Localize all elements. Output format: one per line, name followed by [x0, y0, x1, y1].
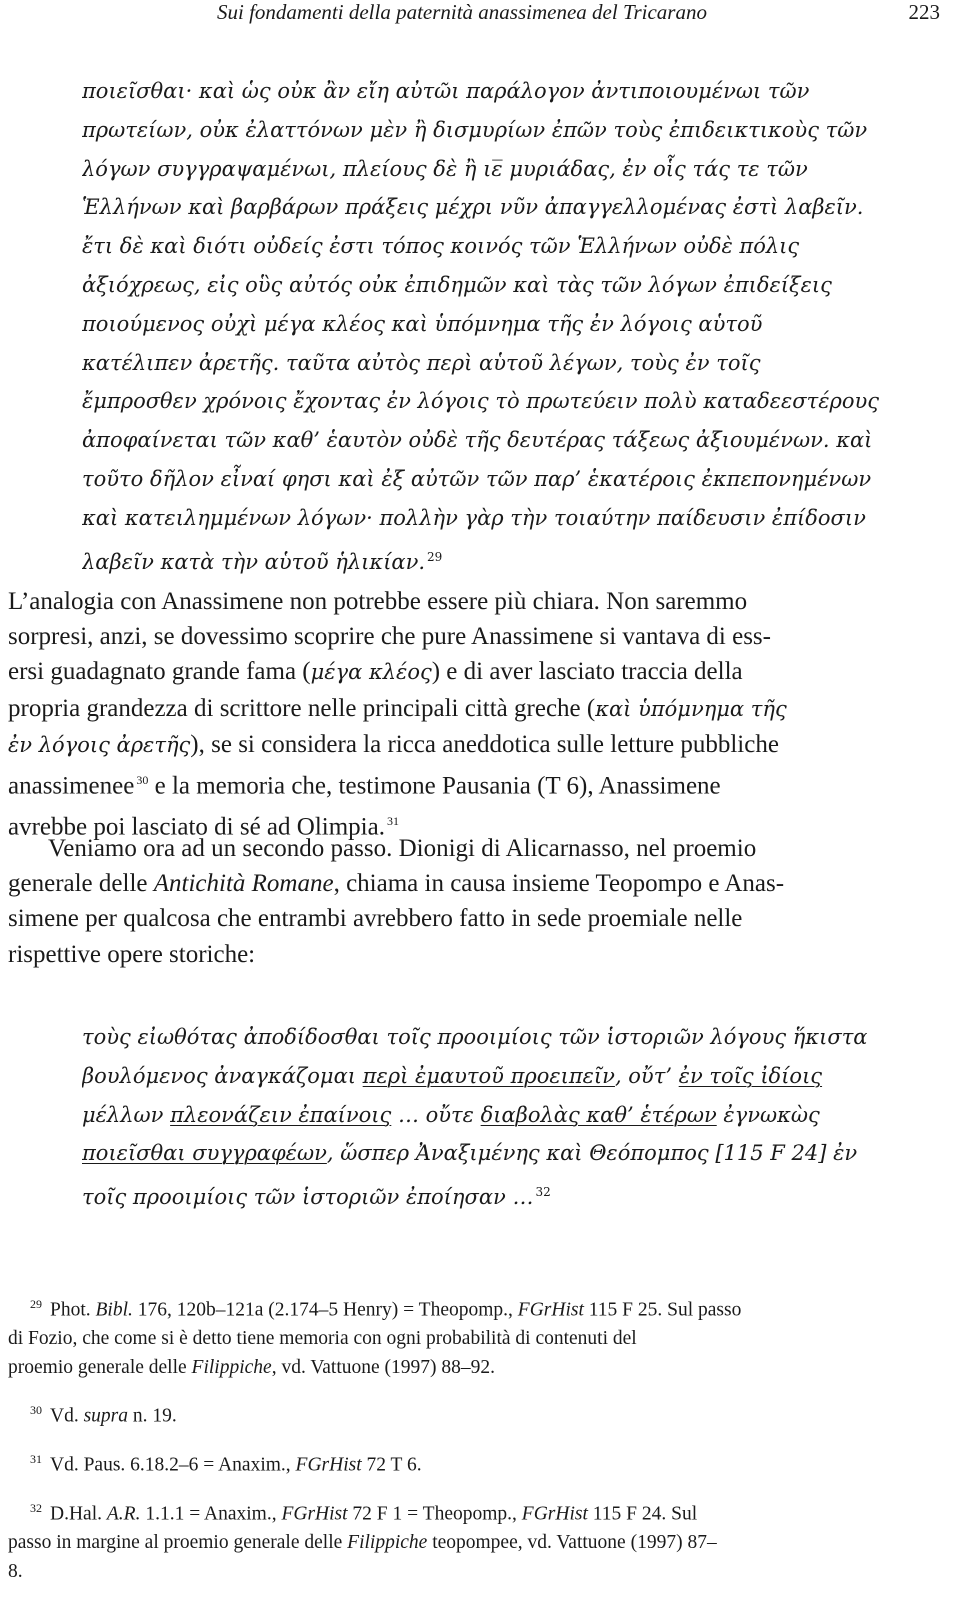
footnote-number: 29 [30, 1297, 42, 1311]
footnote-number: 30 [30, 1403, 42, 1417]
quote-fragment: κατέλιπεν ἀρετῆς. [82, 350, 280, 375]
text-fragment: 72 T 6. [361, 1454, 422, 1476]
underlined-fragment: πλεονάζειν ἐπαίνοις [170, 1102, 392, 1127]
italic-fragment: Bibl. [95, 1299, 133, 1321]
text-fragment: 176, 120b–121a (2.174–5 Henry) = Theopomp., [132, 1299, 518, 1321]
running-title: Sui fondamenti della paternità anassimenea del Tricarano [217, 0, 707, 24]
quote-line [82, 344, 940, 383]
text-fragment: 72 F 1 = Theopomp., [347, 1503, 522, 1525]
quote-line [82, 1096, 940, 1135]
footnote-number: 32 [30, 1501, 42, 1515]
text-fragment: avrebbe poi lasciato di sé ad Olimpia. [8, 812, 385, 840]
greek-fragment: μέγα κλέος [310, 660, 432, 685]
quote-line: ἀποφαίνεται τῶν καθ’ ἑαυτὸν οὐδὲ τῆς δευτέρας τάξεως ἀξιουμένων. καὶ [82, 428, 873, 453]
quote-line: ποιεῖσθαι· καὶ ὡς οὐκ ἂν εἴη αὐτῶι παράλογον ἀντιποιουμένωι τῶν [82, 79, 810, 103]
quote-line: τοὺς εἰωθότας ἀποδίδοσθαι τοῖς προοιμίοις τῶν ἱστοριῶν λόγους ἥκιστα [82, 1025, 868, 1049]
quote-line [82, 1057, 940, 1096]
text-fragment: anassimenee [8, 772, 135, 800]
quote-line: λόγων συγγραψαμένωι, πλείους δὲ ἢ ιε̅ μυριάδας, ἐν οἷς τάς τε τῶν [82, 156, 808, 181]
quote-line: ἀξιόχρεως, εἰς οὓς αὐτός οὐκ ἐπιδημῶν καὶ τὰς τῶν λόγων ἐπιδείξεις [82, 272, 832, 297]
quote-fragment: , ὥσπερ Ἀναξιμένης καὶ Θεόπομπος [115 F 24] ἐν [326, 1141, 858, 1166]
underlined-fragment: ἐν τοῖς ἰδίοις [678, 1063, 823, 1088]
quote-line: ἔμπροσθεν χρόνοις ἔχοντας ἐν λόγοις τὸ πρωτεύειν πολὺ καταδεεστέρους [82, 389, 880, 414]
text-fragment: Phot. [50, 1299, 96, 1321]
greek-quote-photius [82, 72, 940, 581]
footnote-32 [8, 1494, 940, 1586]
text-line: simene per qualcosa che entrambi avrebbero fatto in sede proemiale nelle [8, 905, 743, 933]
quote-line: ποιούμενος οὐχὶ μέγα κλέος καὶ ὑπόμνημα τῆς ἐν λόγοις αὑτοῦ [82, 311, 763, 336]
text-fragment: e la memoria che, testimone Pausania (T 6), Anassimene [148, 772, 721, 800]
quote-line [82, 1173, 940, 1217]
footnote-ref: 31 [386, 813, 399, 828]
footnote-line [8, 1354, 940, 1383]
footnote-line [8, 1290, 940, 1325]
footnote-ref: 32 [535, 1185, 551, 1200]
text-fragment: , chiama in causa insieme Teopompo e Anas- [333, 870, 785, 898]
italic-fragment: Filippiche [347, 1532, 428, 1553]
text-fragment: ersi guadagnato grande fama ( [8, 658, 311, 686]
text-line [8, 866, 940, 901]
text-fragment: 1.1.1 = Anaxim., [140, 1503, 282, 1525]
italic-title: Antichità Romane [153, 870, 334, 898]
italic-fragment: FGrHist [295, 1454, 362, 1476]
quote-fragment: ἐγνωκὼς [716, 1102, 820, 1127]
text-fragment: proemio generale delle [8, 1356, 192, 1378]
quote-fragment: βουλόμενος ἀναγκάζομαι [82, 1063, 363, 1088]
underlined-fragment: ποιεῖσθαι συγγραφέων [82, 1141, 327, 1166]
text-line: L’analogia con Anassimene non potrebbe essere più chiara. Non saremmo [8, 588, 748, 615]
italic-fragment: A.R. [106, 1503, 141, 1525]
footnote-line [8, 1494, 940, 1529]
quote-fragment: λαβεῖν κατὰ τὴν αὑτοῦ ἡλικίαν. [82, 549, 426, 574]
italic-fragment: Filippiche [191, 1356, 272, 1378]
footnote-number: 31 [30, 1452, 42, 1466]
text-fragment: 115 F 25. Sul passo [583, 1299, 742, 1321]
text-fragment: Vd. Paus. 6.18.2–6 = Anaxim., [50, 1454, 296, 1476]
footnote-ref: 30 [136, 773, 149, 788]
italic-fragment: FGrHist [517, 1299, 584, 1321]
text-fragment: Vd. [50, 1405, 84, 1427]
quote-fragment: , οὔτ’ [614, 1063, 679, 1088]
greek-fragment: καὶ ὑπόμνημα τῆς [595, 696, 787, 721]
quote-fragment: … οὔτε [391, 1102, 481, 1127]
text-line [8, 691, 940, 727]
text-line: sorpresi, anzi, se dovessimo scoprire che pure Anassimene si vantava di ess- [8, 623, 771, 651]
text-line: Veniamo ora ad un secondo passo. Dionigi di Alicarnasso, nel proemio [48, 835, 757, 862]
italic-fragment: FGrHist [521, 1503, 588, 1525]
text-line [8, 763, 940, 804]
quote-fragment: ταῦτα αὐτὸς περὶ αὑτοῦ λέγων, τοὺς ἐν τοῖς [279, 350, 761, 375]
italic-fragment: supra [83, 1405, 129, 1427]
text-fragment: ) e di aver lasciato traccia della [431, 658, 743, 686]
text-fragment: generale delle [8, 870, 154, 898]
footnote-31 [8, 1445, 940, 1480]
quote-line: πρωτείων, οὐκ ἐλαττόνων μὲν ἢ δισμυρίων ἐπῶν τοὺς ἐπιδεικτικοὺς τῶν [82, 117, 868, 142]
page-header [20, 0, 940, 30]
quote-line: Ἑλλήνων καὶ βαρβάρων πράξεις μέχρι νῦν ἀπαγγελλομένας ἐστὶ λαβεῖν. [82, 195, 864, 220]
quote-line [82, 1134, 940, 1173]
text-fragment: 115 F 24. Sul [587, 1503, 698, 1525]
text-fragment: teopompee, vd. Vattuone (1997) 87– [427, 1532, 717, 1553]
paragraph-dionysius [8, 831, 940, 972]
underlined-fragment: περὶ ἐμαυτοῦ προειπεῖν [362, 1063, 615, 1088]
quote-line [82, 538, 940, 582]
text-line [8, 654, 940, 690]
footnotes [8, 1290, 940, 1600]
underlined-fragment: διαβολὰς καθ’ ἑτέρων [480, 1102, 717, 1127]
footnote-line [8, 1445, 940, 1480]
text-line: rispettive opere storiche: [8, 940, 256, 968]
text-fragment: , vd. Vattuone (1997) 88–92. [271, 1356, 496, 1378]
quote-fragment: τοῖς προοιμίοις τῶν ἱστοριῶν ἐποίησαν … [82, 1185, 534, 1210]
paragraph-analogy [8, 584, 940, 844]
text-fragment: ), se si considera la ricca aneddotica sulle letture pubbliche [190, 730, 779, 758]
quote-fragment: μέλλων [82, 1102, 171, 1127]
text-fragment: D.Hal. [50, 1503, 107, 1525]
text-line [8, 727, 940, 763]
text-fragment: n. 19. [128, 1405, 177, 1427]
quote-line: τοῦτο δῆλον εἶναί φησι καὶ ἐξ αὐτῶν τῶν παρ’ ἑκατέροις ἐκπεπονημένων [82, 466, 872, 491]
page-number: 223 [908, 0, 940, 24]
footnote-line: di Fozio, che come si è detto tiene memoria con ogni probabilità di contenuti del [8, 1328, 637, 1349]
footnote-line [8, 1529, 940, 1558]
quote-line: ἔτι δὲ καὶ διότι οὐδείς ἐστι τόπος κοινός τῶν Ἑλλήνων οὐδὲ πόλις [82, 234, 800, 259]
text-fragment: passo in margine al proemio generale delle [8, 1532, 348, 1553]
quote-line: καὶ κατειλημμένων λόγων· πολλὴν γὰρ τὴν τοιαύτην παίδευσιν ἐπίδοσιν [82, 505, 866, 530]
footnote-line [8, 1396, 940, 1431]
footnote-ref: 29 [427, 549, 443, 564]
footnote-29 [8, 1290, 940, 1382]
footnote-30 [8, 1396, 940, 1431]
greek-quote-dionysius [82, 1018, 940, 1217]
italic-fragment: FGrHist [281, 1503, 348, 1525]
greek-fragment: ἐν λόγοις ἀρετῆς [8, 732, 191, 757]
text-fragment: propria grandezza di scrittore nelle principali città greche ( [8, 694, 596, 722]
footnote-line: 8. [8, 1560, 23, 1582]
